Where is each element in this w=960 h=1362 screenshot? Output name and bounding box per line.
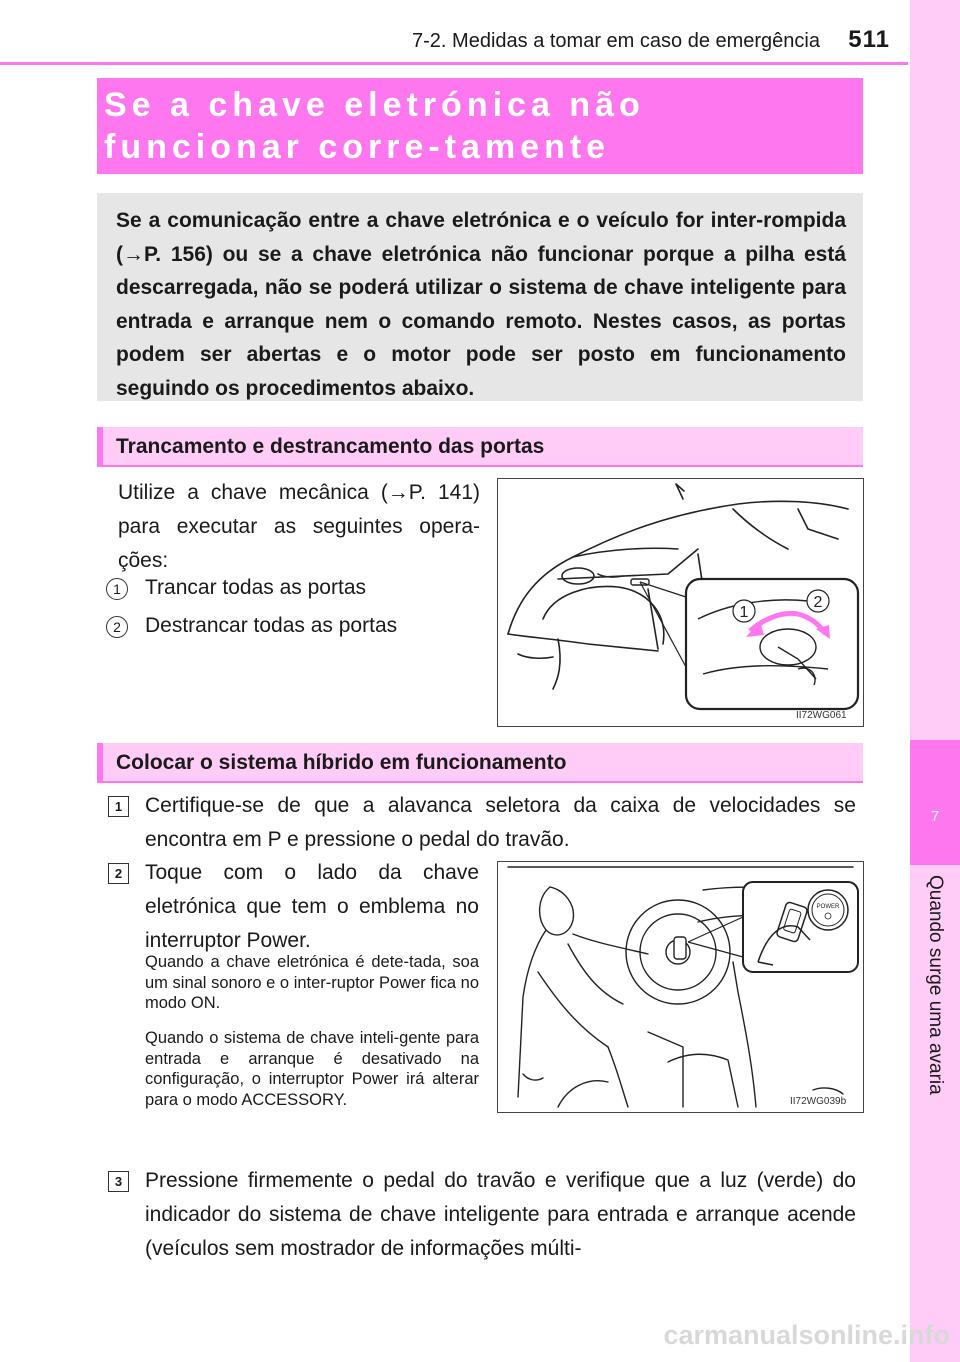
step-2-note-2: Quando o sistema de chave inteli-gente para entrada e arranque é desativado na configuração, o interruptor Power irá alterar para o modo ACCESSORY.: [145, 1029, 479, 1109]
section1-heading-accent: [97, 427, 103, 467]
power-switch-figure: [497, 861, 864, 1113]
chapter-number: 7: [930, 808, 940, 825]
page-number: 511: [848, 26, 890, 53]
cabin-illustration: [498, 862, 863, 1112]
side-tab-top: [910, 0, 960, 740]
figure-code-2: II72WG039b: [790, 1096, 847, 1107]
callout-2: 2: [813, 594, 823, 611]
car-door-illustration: [498, 479, 863, 726]
section1-heading: Trancamento e destrancamento das portas: [116, 435, 545, 458]
chapter-title: Quando surge uma avaria: [925, 875, 946, 1095]
item-label-2: Destrancar todas as portas: [145, 614, 398, 637]
side-tab-chapter: [910, 740, 960, 865]
watermark: carmanualsonline.info: [663, 1320, 950, 1350]
step-number-2: 2: [108, 863, 129, 884]
section-label: 7-2. Medidas a tomar em caso de emergência: [412, 30, 820, 52]
step-number-1: 1: [108, 796, 129, 817]
section1-text: Utilize a chave mecânica (→P. 141) para executar as seguintes opera-ções:: [118, 481, 480, 572]
section2-heading-accent: [97, 743, 103, 783]
step-number-3: 3: [108, 1171, 129, 1192]
item-number-1: 1: [106, 578, 128, 600]
item-number-2: 2: [106, 616, 128, 638]
section2-heading: Colocar o sistema híbrido em funcionamento: [116, 751, 567, 774]
step-2-note-1: Quando a chave eletrónica é dete-tada, soa um sinal sonoro e o inter-ruptor Power fica no modo ON.: [145, 953, 479, 1012]
intro-text: Se a comunicação entre a chave eletrónica e o veículo for inter-rompida (→P. 156) ou se a chave eletrónica não funcionar porque a pilha está descarregada, não se poderá utilizar o sistema de chave inteligente para entrada e arranque nem o comando remoto. Nestes casos, as portas podem ser abertas e o motor pode ser posto em funcionamento seguindo os procedimentos abaixo.: [116, 209, 846, 400]
figure-code-1: II72WG061: [796, 710, 847, 721]
header-divider: [0, 62, 908, 65]
door-key-figure: [497, 478, 864, 727]
page-title: Se a chave eletrónica não funcionar corre-tamente: [104, 86, 645, 166]
step-text-3: Pressione firmemente o pedal do travão e verifique que a luz (verde) do indicador do sistema de chave inteligente para entrada e arranque acende (veículos sem mostrador de informações múlti-: [145, 1169, 856, 1260]
power-button-label: POWER: [816, 904, 840, 910]
step-text-2: Toque com o lado da chave eletrónica que tem o emblema no interruptor Power.: [145, 861, 479, 952]
step-text-1: Certifique-se de que a alavanca seletora da caixa de velocidades se encontra em P e pressione o pedal do travão.: [145, 794, 856, 851]
callout-1: 1: [739, 604, 749, 621]
item-label-1: Trancar todas as portas: [145, 576, 366, 599]
